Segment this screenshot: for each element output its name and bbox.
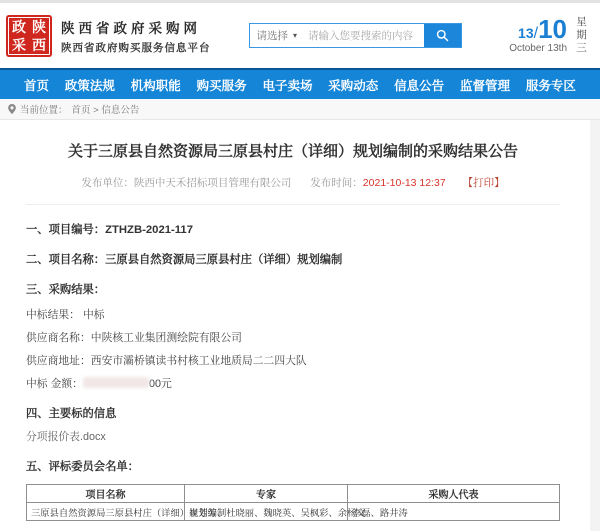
publisher-label: 发布单位： (81, 177, 134, 189)
nav-item-purchase-services[interactable]: 购买服务 (196, 78, 247, 93)
site-subtitle: 陕西省政府购买服务信息平台 (61, 41, 211, 54)
site-title: 陕西省政府采购网 (61, 20, 201, 36)
logo-char: 政 (12, 18, 26, 35)
date-numbers (509, 13, 567, 54)
date-dm (509, 13, 567, 45)
logo-char: 西 (32, 36, 46, 53)
bid-result-line: 中标结果： 中标 (26, 309, 105, 321)
nav-item-home[interactable]: 首页 (24, 78, 50, 93)
date-separator: / (533, 24, 539, 42)
search-icon (436, 29, 449, 42)
search-category-select[interactable] (250, 24, 305, 47)
nav-item-supervision[interactable]: 监督管理 (460, 78, 511, 93)
article-content (0, 120, 590, 531)
publish-time-label: 发布时间： (310, 177, 363, 189)
article-meta (26, 175, 560, 190)
breadcrumb (0, 99, 600, 120)
divider (26, 204, 560, 205)
section-main-subject-info: 四、主要标的信息 (26, 408, 117, 420)
cell-project-name: 三原县自然资源局三原县村庄（详细）规划编制 (27, 503, 185, 521)
main-nav (0, 68, 600, 99)
search-input[interactable] (304, 24, 423, 47)
section-project-number (26, 221, 560, 237)
weekday-label: 星期三 (576, 16, 587, 54)
supplier-name-line: 供应商名称：中陕核工业集团测绘院有限公司 (26, 332, 242, 344)
col-header-purchaser-reps: 采购人代表 (348, 485, 560, 503)
publisher-name: 陕西中天禾招标项目管理有限公司 (133, 177, 292, 189)
site-logo[interactable] (6, 15, 52, 57)
location-pin-icon (8, 104, 16, 114)
bid-amount-line (26, 376, 560, 391)
search-button[interactable] (424, 24, 461, 47)
nav-item-service-zone[interactable]: 服务专区 (525, 78, 576, 93)
supplier-address-line: 供应商地址：西安市灞桥镇读书村核工业地质局二二四大队 (26, 355, 307, 367)
attachment-link[interactable]: 分项报价表.docx (26, 431, 106, 443)
project-name-label: 二、项目名称： (26, 254, 106, 266)
project-number-label: 一、项目编号： (26, 224, 106, 236)
date-day: 13 (518, 24, 534, 41)
nav-item-announcements[interactable]: 信息公告 (394, 78, 445, 93)
site-header (0, 3, 600, 68)
nav-item-policies[interactable]: 政策法规 (64, 78, 115, 93)
nav-item-procurement-news[interactable]: 采购动态 (328, 78, 379, 93)
date-english: October 13th (509, 42, 567, 54)
project-number-value: ZTHZB-2021-117 (105, 224, 193, 236)
date-month: 10 (538, 13, 567, 44)
logo-char: 陕 (32, 18, 46, 35)
logo-char: 采 (12, 36, 26, 53)
section-committee-list: 五、评标委员会名单： (26, 461, 139, 473)
cell-experts: 崔芳芳、杜晓丽、魏晓英、吴枫彩、余杨文 (185, 503, 348, 521)
publish-time: 2021-10-13 12:37 (362, 177, 446, 189)
cell-purchaser-reps: 李磊、路井涛 (348, 503, 560, 521)
page-title: 关于三原县自然资源局三原县村庄（详细）规划编制的采购结果公告 (67, 143, 518, 160)
bid-amount-suffix: 00元 (148, 378, 172, 390)
redacted-amount (83, 377, 149, 388)
search-select-label: 请选择 (256, 30, 288, 42)
nav-item-functions[interactable]: 机构职能 (130, 78, 181, 93)
brand-block (61, 17, 211, 55)
breadcrumb-path[interactable]: 首页 > 信息公告 (71, 105, 140, 116)
section-procurement-result: 三、采购结果： (26, 284, 106, 296)
search-bar (249, 23, 462, 48)
table-header-row (27, 485, 560, 503)
committee-table (26, 484, 560, 521)
nav-item-e-marketplace[interactable]: 电子卖场 (262, 78, 313, 93)
col-header-project-name: 项目名称 (27, 485, 185, 503)
breadcrumb-label: 当前位置： (20, 105, 68, 116)
date-widget (509, 13, 592, 55)
col-header-experts: 专家 (185, 485, 348, 503)
project-name-value: 三原县自然资源局三原县村庄（详细）规划编制 (105, 254, 343, 266)
section-project-name (26, 251, 560, 267)
print-button[interactable]: 【打印】 (462, 177, 505, 189)
publisher-info (81, 177, 291, 189)
chevron-down-icon: ▾ (293, 31, 298, 40)
bid-amount-label: 中标 金额： (26, 378, 83, 390)
table-row (27, 503, 560, 521)
